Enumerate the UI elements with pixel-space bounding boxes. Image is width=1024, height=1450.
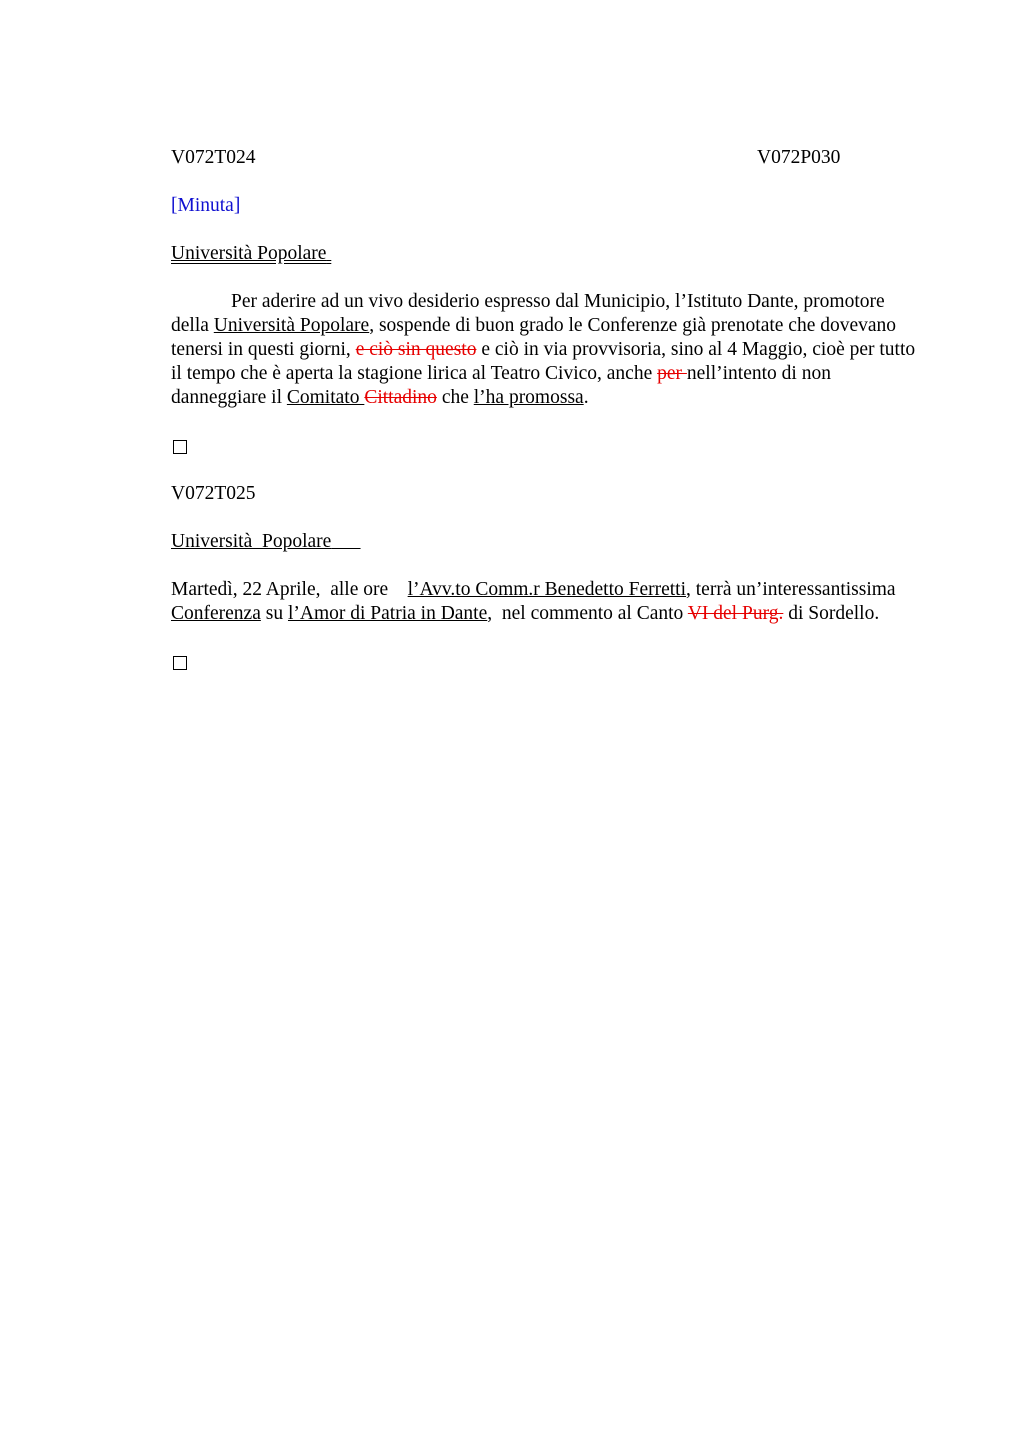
square-marker-icon <box>173 656 187 670</box>
underlined-text: l’Amor di Patria in Dante <box>287 603 488 624</box>
text-run: Martedì, 22 Aprile, alle ore <box>171 579 408 600</box>
entry-codes-row <box>171 146 931 170</box>
underlined-text: Università Popolare <box>213 315 370 336</box>
text-run: e ciò in via provvisoria, sino al 4 Maggio, cioè per tutto il tempo che è aperta la stagione lirica al Teatro Civico, anche <box>171 339 916 384</box>
announcement-paragraph <box>171 290 927 410</box>
text-run: nell’intento di non danneggiare il <box>171 363 831 408</box>
heading-tail <box>331 531 360 552</box>
underlined-text: l’ha promossa <box>473 387 584 408</box>
deleted-text: Cittadino <box>364 387 437 408</box>
deleted-text: VI del Purg. <box>687 603 784 624</box>
document-code-left: V072T024 <box>171 147 256 168</box>
square-marker-icon <box>173 440 187 454</box>
document-code-right: V072P030 <box>757 147 841 168</box>
text-run: su <box>260 603 288 624</box>
text-run: . <box>583 387 589 408</box>
announcement-paragraph <box>171 578 923 626</box>
heading-tail <box>326 243 331 264</box>
end-marker-row <box>171 434 931 458</box>
deleted-text: per <box>657 363 687 384</box>
heading-text: Università Popolare <box>171 531 332 552</box>
section-heading <box>171 530 931 554</box>
text-run: Per aderire ad un vivo desiderio espresso dal Municipio, l’Istituto Dante, promotore della <box>171 291 885 336</box>
text-run: , sospende di buon grado le Conferenze già prenotate che dovevano tenersi in questi giorni, <box>171 315 897 360</box>
document-code-left: V072T025 <box>171 483 256 504</box>
deleted-text: e ciò sin questo <box>355 339 477 360</box>
text-run: che <box>436 387 474 408</box>
section-heading <box>171 242 931 266</box>
text-run: di Sordello. <box>783 603 880 624</box>
heading-text: Università Popolare <box>171 243 327 264</box>
underlined-text: Conferenza <box>171 603 261 624</box>
end-marker-row <box>171 650 931 674</box>
minuta-tag: [Minuta] <box>171 195 241 216</box>
underlined-text: l’Avv.to Comm.r Benedetto Ferretti <box>407 579 687 600</box>
document-page <box>171 146 931 698</box>
text-run: , terrà un’interessantissima <box>686 579 896 600</box>
underlined-text: Comitato <box>286 387 365 408</box>
text-run: , nel commento al Canto <box>487 603 688 624</box>
